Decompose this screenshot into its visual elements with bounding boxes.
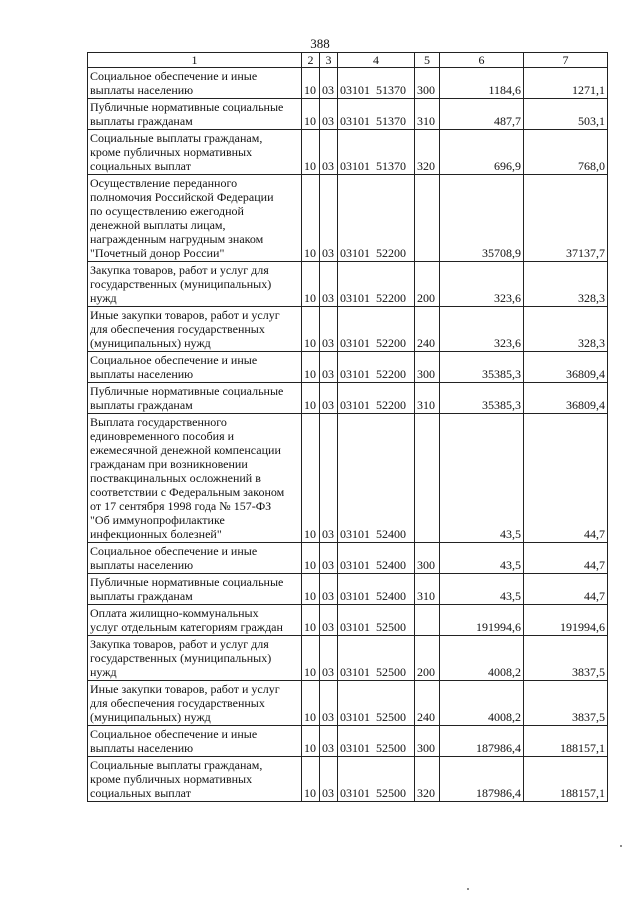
amount-col7-cell: 188157,1: [524, 726, 608, 757]
table-row: [88, 574, 608, 605]
target-article-cell: 03101 52500: [338, 726, 415, 757]
column-header: 3: [320, 53, 338, 68]
expense-type-cell: 240: [415, 307, 440, 352]
amount-col6-cell: 43,5: [440, 543, 524, 574]
budget-table: [87, 52, 608, 802]
row-name-cell: Закупка товаров, работ и услуг для государственных (муниципальных) нужд: [88, 636, 302, 681]
target-article-cell: 03101 52400: [338, 574, 415, 605]
subsection-code-cell: 03: [320, 99, 338, 130]
table-row: [88, 757, 608, 802]
row-name-cell: Социальное обеспечение и иные выплаты населению: [88, 543, 302, 574]
subsection-code-cell: 03: [320, 262, 338, 307]
amount-col6-cell: 35708,9: [440, 175, 524, 262]
row-name-cell: Публичные нормативные социальные выплаты гражданам: [88, 99, 302, 130]
expense-type-cell: 300: [415, 68, 440, 99]
table-row: [88, 636, 608, 681]
amount-col7-cell: 1271,1: [524, 68, 608, 99]
target-article-cell: 03101 52200: [338, 175, 415, 262]
column-header: 4: [338, 53, 415, 68]
row-name-cell: Иные закупки товаров, работ и услуг для обеспечения государственных (муниципальных) нужд: [88, 681, 302, 726]
subsection-code-cell: 03: [320, 175, 338, 262]
section-code-cell: 10: [302, 175, 320, 262]
amount-col6-cell: 35385,3: [440, 383, 524, 414]
subsection-code-cell: 03: [320, 130, 338, 175]
column-header: 2: [302, 53, 320, 68]
row-name-cell: Социальное обеспечение и иные выплаты населению: [88, 68, 302, 99]
column-header: 1: [88, 53, 302, 68]
expense-type-cell: [415, 175, 440, 262]
row-name-cell: Публичные нормативные социальные выплаты гражданам: [88, 574, 302, 605]
target-article-cell: 03101 52400: [338, 414, 415, 543]
amount-col6-cell: 187986,4: [440, 757, 524, 802]
expense-type-cell: 240: [415, 681, 440, 726]
row-name-cell: Закупка товаров, работ и услуг для государственных (муниципальных) нужд: [88, 262, 302, 307]
row-name-cell: Оплата жилищно-коммунальных услуг отдельным категориям граждан: [88, 605, 302, 636]
subsection-code-cell: 03: [320, 605, 338, 636]
amount-col6-cell: 35385,3: [440, 352, 524, 383]
target-article-cell: 03101 52200: [338, 262, 415, 307]
target-article-cell: 03101 51370: [338, 130, 415, 175]
section-code-cell: 10: [302, 757, 320, 802]
expense-type-cell: 300: [415, 352, 440, 383]
section-code-cell: 10: [302, 681, 320, 726]
table-row: [88, 130, 608, 175]
amount-col7-cell: 191994,6: [524, 605, 608, 636]
subsection-code-cell: 03: [320, 307, 338, 352]
amount-col6-cell: 4008,2: [440, 636, 524, 681]
amount-col7-cell: 188157,1: [524, 757, 608, 802]
amount-col7-cell: 503,1: [524, 99, 608, 130]
section-code-cell: 10: [302, 307, 320, 352]
scan-speck: [467, 888, 469, 890]
amount-col6-cell: 4008,2: [440, 681, 524, 726]
amount-col7-cell: 328,3: [524, 262, 608, 307]
target-article-cell: 03101 52200: [338, 352, 415, 383]
expense-type-cell: 310: [415, 383, 440, 414]
column-header: 5: [415, 53, 440, 68]
subsection-code-cell: 03: [320, 383, 338, 414]
amount-col6-cell: 43,5: [440, 414, 524, 543]
table-row: [88, 307, 608, 352]
section-code-cell: 10: [302, 414, 320, 543]
section-code-cell: 10: [302, 352, 320, 383]
table-row: [88, 383, 608, 414]
expense-type-cell: [415, 414, 440, 543]
table-row: [88, 681, 608, 726]
amount-col6-cell: 1184,6: [440, 68, 524, 99]
amount-col7-cell: 3837,5: [524, 681, 608, 726]
amount-col6-cell: 487,7: [440, 99, 524, 130]
amount-col6-cell: 187986,4: [440, 726, 524, 757]
target-article-cell: 03101 52500: [338, 636, 415, 681]
row-name-cell: Социальные выплаты гражданам, кроме публичных нормативных социальных выплат: [88, 757, 302, 802]
table-row: [88, 414, 608, 543]
row-name-cell: Публичные нормативные социальные выплаты гражданам: [88, 383, 302, 414]
table-row: [88, 726, 608, 757]
target-article-cell: 03101 52500: [338, 681, 415, 726]
subsection-code-cell: 03: [320, 352, 338, 383]
amount-col6-cell: 323,6: [440, 262, 524, 307]
amount-col6-cell: 323,6: [440, 307, 524, 352]
table-row: [88, 605, 608, 636]
subsection-code-cell: 03: [320, 414, 338, 543]
amount-col6-cell: 43,5: [440, 574, 524, 605]
target-article-cell: 03101 51370: [338, 99, 415, 130]
section-code-cell: 10: [302, 99, 320, 130]
amount-col7-cell: 768,0: [524, 130, 608, 175]
target-article-cell: 03101 52500: [338, 757, 415, 802]
table-row: [88, 99, 608, 130]
table-row: [88, 68, 608, 99]
row-name-cell: Осуществление переданного полномочия Российской Федерации по осуществлению ежегодной денежной выплаты лицам, награжденным нагрудным знаком "Почетный донор России": [88, 175, 302, 262]
row-name-cell: Выплата государственного единовременного пособия и ежемесячной денежной компенсации гражданам при возникновении поствакцинальных осложнений в соответствии с Федеральным законом от 17 сентября 1998 года № 157-ФЗ "Об иммунопрофилактике инфекционных болезней": [88, 414, 302, 543]
section-code-cell: 10: [302, 605, 320, 636]
column-header: 7: [524, 53, 608, 68]
subsection-code-cell: 03: [320, 636, 338, 681]
amount-col7-cell: 36809,4: [524, 352, 608, 383]
expense-type-cell: 200: [415, 262, 440, 307]
expense-type-cell: 320: [415, 130, 440, 175]
table-body: [88, 68, 608, 802]
expense-type-cell: 320: [415, 757, 440, 802]
row-name-cell: Иные закупки товаров, работ и услуг для обеспечения государственных (муниципальных) нужд: [88, 307, 302, 352]
target-article-cell: 03101 52500: [338, 605, 415, 636]
subsection-code-cell: 03: [320, 757, 338, 802]
amount-col7-cell: 328,3: [524, 307, 608, 352]
amount-col7-cell: 44,7: [524, 543, 608, 574]
section-code-cell: 10: [302, 262, 320, 307]
section-code-cell: 10: [302, 130, 320, 175]
table-row: [88, 262, 608, 307]
expense-type-cell: 300: [415, 543, 440, 574]
amount-col7-cell: 37137,7: [524, 175, 608, 262]
section-code-cell: 10: [302, 543, 320, 574]
target-article-cell: 03101 52400: [338, 543, 415, 574]
expense-type-cell: 200: [415, 636, 440, 681]
amount-col6-cell: 191994,6: [440, 605, 524, 636]
column-header: 6: [440, 53, 524, 68]
row-name-cell: Социальные выплаты гражданам, кроме публичных нормативных социальных выплат: [88, 130, 302, 175]
subsection-code-cell: 03: [320, 543, 338, 574]
expense-type-cell: 300: [415, 726, 440, 757]
section-code-cell: 10: [302, 68, 320, 99]
section-code-cell: 10: [302, 726, 320, 757]
subsection-code-cell: 03: [320, 681, 338, 726]
section-code-cell: 10: [302, 636, 320, 681]
subsection-code-cell: 03: [320, 68, 338, 99]
amount-col7-cell: 44,7: [524, 574, 608, 605]
amount-col7-cell: 44,7: [524, 414, 608, 543]
section-code-cell: 10: [302, 383, 320, 414]
table-row: [88, 175, 608, 262]
row-name-cell: Социальное обеспечение и иные выплаты населению: [88, 352, 302, 383]
table-row: [88, 543, 608, 574]
target-article-cell: 03101 52200: [338, 307, 415, 352]
expense-type-cell: 310: [415, 99, 440, 130]
amount-col7-cell: 3837,5: [524, 636, 608, 681]
expense-type-cell: [415, 605, 440, 636]
target-article-cell: 03101 51370: [338, 68, 415, 99]
table-row: [88, 352, 608, 383]
scan-speck: [620, 845, 622, 847]
target-article-cell: 03101 52200: [338, 383, 415, 414]
subsection-code-cell: 03: [320, 574, 338, 605]
section-code-cell: 10: [302, 574, 320, 605]
amount-col6-cell: 696,9: [440, 130, 524, 175]
page-number: 388: [310, 36, 330, 51]
amount-col7-cell: 36809,4: [524, 383, 608, 414]
subsection-code-cell: 03: [320, 726, 338, 757]
column-number-row: [88, 53, 608, 68]
row-name-cell: Социальное обеспечение и иные выплаты населению: [88, 726, 302, 757]
expense-type-cell: 310: [415, 574, 440, 605]
